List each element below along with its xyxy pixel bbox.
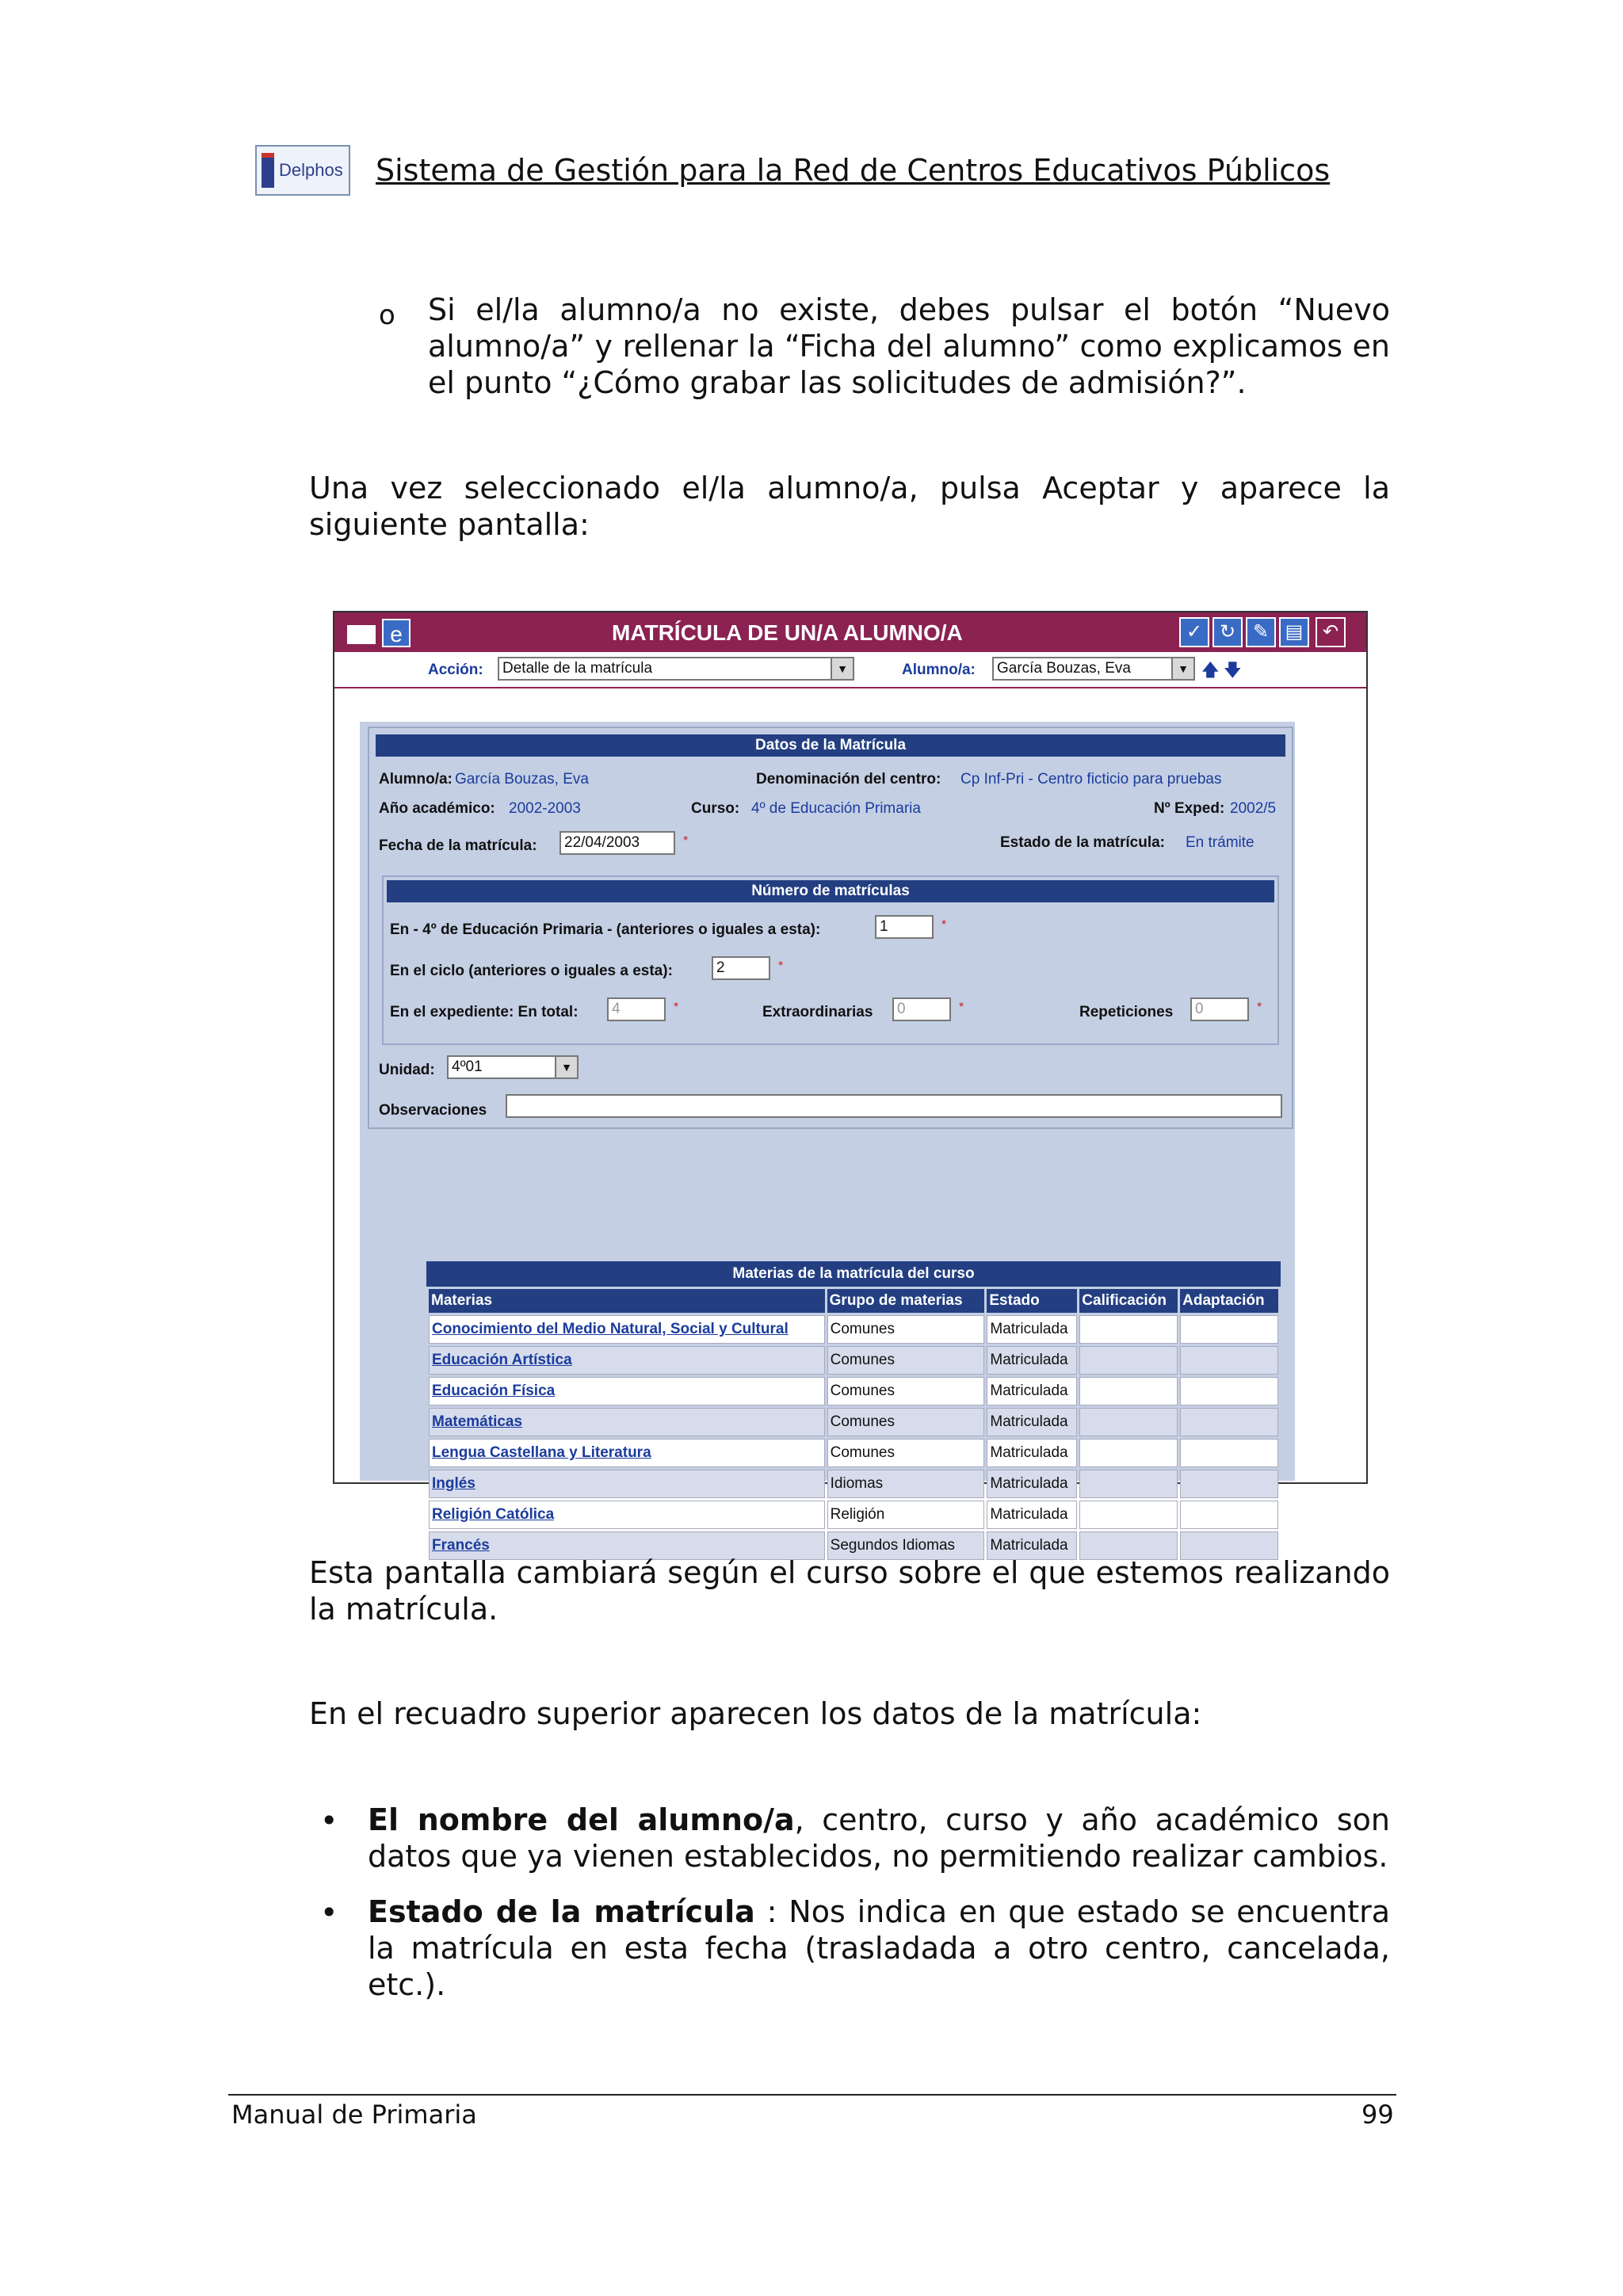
materia-link[interactable]: Educación Artística [429, 1346, 825, 1375]
enrollment-screenshot [333, 611, 1368, 1554]
grupo-cell: Segundos Idiomas [827, 1531, 985, 1560]
alumno-value: García Bouzas, Eva [997, 660, 1131, 677]
e-icon[interactable]: e [382, 619, 411, 647]
bullet-2-bold: Estado de la matrícula [368, 1894, 755, 1929]
materia-link[interactable]: Religión Católica [429, 1501, 825, 1529]
ciclo-input[interactable]: 2 [712, 956, 770, 980]
title-bar [334, 612, 1366, 652]
paragraph-3: En el recuadro superior aparecen los datos de la matrícula: [309, 1696, 1202, 1731]
footer-divider [228, 2094, 1396, 2096]
grupo-cell: Comunes [827, 1439, 985, 1467]
estado-cell: Matriculada [987, 1315, 1077, 1344]
en-curso-input[interactable]: 1 [875, 915, 934, 939]
logo-text: Delphos [279, 160, 343, 180]
table-row [429, 1377, 1278, 1405]
centro-label: Denominación del centro: [756, 771, 941, 788]
circle-bullet-icon: o [379, 299, 395, 331]
adaptacion-cell [1180, 1470, 1278, 1498]
curso-value: 4º de Educación Primaria [751, 800, 921, 817]
materias-header-row [429, 1289, 1278, 1313]
materia-link[interactable]: Educación Física [429, 1377, 825, 1405]
repeticiones-input[interactable]: 0 [1190, 997, 1249, 1021]
unidad-value: 4º01 [452, 1058, 483, 1075]
extraordinarias-input[interactable]: 0 [892, 997, 951, 1021]
estado-cell: Matriculada [987, 1501, 1077, 1529]
estado-label: Estado de la matrícula: [1000, 834, 1166, 851]
bullet-1-text: , centro, curso y año académico son datos que ya vienen establecidos, no permitiendo realizar cambios. [368, 1802, 1390, 1874]
grupo-cell: Comunes [827, 1315, 985, 1344]
calificacion-cell [1079, 1408, 1178, 1436]
unidad-select[interactable] [447, 1055, 579, 1079]
arrow-up-icon[interactable]: 🡅 [1201, 660, 1220, 680]
grupo-cell: Idiomas [827, 1470, 985, 1498]
unidad-label: Unidad: [379, 1062, 435, 1078]
bullet-dot-icon: • [320, 1803, 338, 1838]
numero-header: Número de matrículas [387, 880, 1274, 902]
page-header [255, 145, 1330, 196]
accion-select[interactable] [498, 657, 854, 681]
chevron-down-icon[interactable]: ▼ [1171, 658, 1193, 679]
bullet-2 [368, 1894, 1390, 2003]
adaptacion-cell [1180, 1346, 1278, 1375]
exped-label: Nº Exped: [1154, 800, 1225, 817]
estado-cell: Matriculada [987, 1408, 1077, 1436]
extraordinarias-label: Extraordinarias [762, 1004, 873, 1020]
required-asterisk: * [683, 834, 689, 848]
col-calificacion: Calificación [1079, 1289, 1178, 1313]
action-bar [334, 652, 1366, 688]
curso-label: Curso: [691, 800, 740, 817]
table-row [429, 1408, 1278, 1436]
select-icon[interactable]: ▤ [1279, 617, 1309, 647]
fecha-label: Fecha de la matrícula: [379, 837, 537, 854]
adaptacion-cell [1180, 1439, 1278, 1467]
content-panel [360, 722, 1295, 1554]
repeticiones-label: Repeticiones [1079, 1004, 1174, 1020]
arrow-down-icon[interactable]: 🡇 [1224, 660, 1242, 680]
en-curso-label: En - 4º de Educación Primaria - (anteriores o iguales a esta): [390, 921, 821, 938]
estado-cell: Matriculada [987, 1377, 1077, 1405]
screen-title: MATRÍCULA DE UN/A ALUMNO/A [612, 620, 963, 645]
estado-value: En trámite [1186, 834, 1254, 851]
required-asterisk: * [674, 1001, 679, 1014]
calificacion-cell [1079, 1439, 1178, 1467]
estado-cell: Matriculada [987, 1346, 1077, 1375]
intro-bullet-text: Si el/la alumno/a no existe, debes pulsar el botón “Nuevo alumno/a” y rellenar la “Ficha del alumno” como explicamos en el punto “¿Cómo grabar las solicitudes de admisión?”. [428, 292, 1390, 400]
datos-alumno-label: Alumno/a: [379, 771, 453, 788]
footer-left: Manual de Primaria [231, 2100, 477, 2130]
accion-label: Acción: [428, 662, 483, 678]
required-asterisk: * [778, 959, 784, 973]
observaciones-input[interactable] [506, 1094, 1282, 1118]
materia-link[interactable]: Conocimiento del Medio Natural, Social y Cultural [429, 1315, 825, 1344]
col-grupo: Grupo de materias [827, 1289, 985, 1313]
delphos-logo [255, 145, 350, 196]
chevron-down-icon[interactable]: ▼ [831, 658, 853, 679]
bullet-2-text: : Nos indica en que estado se encuentra la matrícula en esta fecha (trasladada a otro centro, cancelada, etc.). [368, 1894, 1391, 2002]
grupo-cell: Religión [827, 1501, 985, 1529]
logo-pillar-icon [262, 153, 274, 188]
paragraph-2: Esta pantalla cambiará según el curso sobre el que estemos realizando la matrícula. [309, 1555, 1390, 1627]
datos-alumno-value: García Bouzas, Eva [455, 771, 589, 788]
calificacion-cell [1079, 1346, 1178, 1375]
table-row [429, 1439, 1278, 1467]
grupo-cell: Comunes [827, 1377, 985, 1405]
chevron-down-icon[interactable]: ▼ [555, 1057, 577, 1077]
materia-link[interactable]: Lengua Castellana y Literatura [429, 1439, 825, 1467]
anio-value: 2002-2003 [509, 800, 581, 817]
mail-icon[interactable] [346, 624, 377, 646]
accion-value: Detalle de la matrícula [502, 660, 653, 677]
datos-header: Datos de la Matrícula [376, 734, 1285, 757]
estado-cell: Matriculada [987, 1531, 1077, 1560]
col-estado: Estado [987, 1289, 1077, 1313]
page-number: 99 [1361, 2100, 1394, 2130]
refresh-check-icon[interactable]: ↻ [1212, 617, 1243, 647]
table-row [429, 1501, 1278, 1529]
estado-cell: Matriculada [987, 1470, 1077, 1498]
table-row [429, 1346, 1278, 1375]
ciclo-label: En el ciclo (anteriores o iguales a esta): [390, 963, 673, 979]
adaptacion-cell [1180, 1315, 1278, 1344]
adaptacion-cell [1180, 1501, 1278, 1529]
grupo-cell: Comunes [827, 1408, 985, 1436]
table-row [429, 1470, 1278, 1498]
calificacion-cell [1079, 1501, 1178, 1529]
materias-table [426, 1287, 1281, 1562]
required-asterisk: * [1257, 1001, 1262, 1014]
accept-check-icon[interactable]: ✓ [1179, 617, 1209, 647]
fecha-input[interactable]: 22/04/2003 [559, 831, 675, 855]
estado-cell: Matriculada [987, 1439, 1077, 1467]
anio-label: Año académico: [379, 800, 495, 817]
expediente-label: En el expediente: En total: [390, 1004, 579, 1020]
calificacion-cell [1079, 1377, 1178, 1405]
back-arrow-icon[interactable]: ↶ [1316, 617, 1346, 647]
edit-icon[interactable]: ✎ [1246, 617, 1276, 647]
bullet-dot-icon: • [320, 1895, 338, 1930]
exped-value: 2002/5 [1230, 800, 1277, 817]
materia-link[interactable]: Inglés [429, 1470, 825, 1498]
centro-value: Cp Inf-Pri - Centro ficticio para pruebas [960, 771, 1222, 788]
adaptacion-cell [1180, 1408, 1278, 1436]
header-title: Sistema de Gestión para la Red de Centros Educativos Públicos [376, 153, 1331, 188]
expediente-input[interactable]: 4 [607, 997, 666, 1021]
table-row [429, 1315, 1278, 1344]
datos-box [368, 727, 1293, 1129]
paragraph-1: Una vez seleccionado el/la alumno/a, pulsa Aceptar y aparece la siguiente pantalla: [309, 471, 1390, 542]
grupo-cell: Comunes [827, 1346, 985, 1375]
materia-link[interactable]: Francés [429, 1531, 825, 1560]
calificacion-cell [1079, 1315, 1178, 1344]
bullet-1 [368, 1802, 1390, 1875]
adaptacion-cell [1180, 1377, 1278, 1405]
col-adaptacion: Adaptación [1180, 1289, 1278, 1313]
materias-header: Materias de la matrícula del curso [426, 1261, 1281, 1287]
required-asterisk: * [941, 918, 947, 932]
calificacion-cell [1079, 1470, 1178, 1498]
bullet-1-bold: El nombre del alumno/a [368, 1802, 795, 1837]
materias-table-block [426, 1261, 1281, 1562]
alumno-select[interactable] [992, 657, 1195, 681]
alumno-label: Alumno/a: [902, 662, 976, 678]
numero-box [382, 875, 1279, 1045]
col-materias: Materias [429, 1289, 825, 1313]
materia-link[interactable]: Matemáticas [429, 1408, 825, 1436]
required-asterisk: * [959, 1001, 964, 1014]
observaciones-label: Observaciones [379, 1102, 487, 1119]
